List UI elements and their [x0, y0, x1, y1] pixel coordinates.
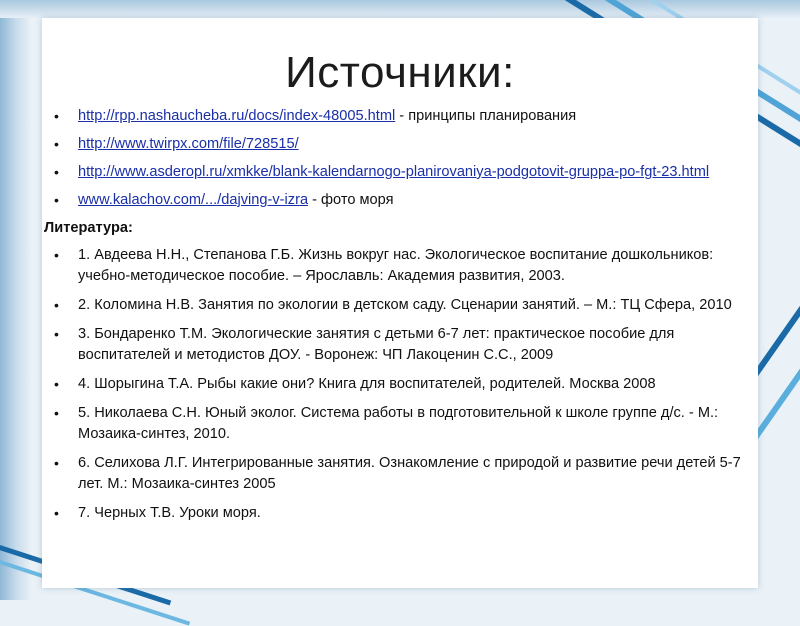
list-item: [50, 162, 760, 183]
literature-entry: 6. Селихова Л.Г. Интегрированные занятия. Ознакомление с природой и развитие речи детей 5-7 лет. М.: Мозаика-синтез 2005: [78, 455, 741, 492]
list-item: [50, 453, 760, 495]
list-item: [50, 324, 760, 366]
bullet-icon: •: [54, 164, 59, 180]
literature-entry: 4. Шорыгина Т.А. Рыбы какие они? Книга для воспитателей, родителей. Москва 2008: [78, 376, 656, 392]
literature-entry: 1. Авдеева Н.Н., Степанова Г.Б. Жизнь вокруг нас. Экологическое воспитание дошкольников: учебно-методическое пособие. – Ярославль: Академия развития, 2003.: [78, 247, 714, 284]
list-item: [50, 374, 760, 395]
slide: [42, 18, 758, 588]
bullet-icon: •: [54, 247, 59, 263]
sources-list: [50, 106, 760, 211]
bullet-icon: •: [54, 505, 59, 521]
list-item: [50, 245, 760, 287]
source-link[interactable]: http://rpp.nashaucheba.ru/docs/index-48005.html: [78, 108, 396, 124]
source-note: - фото моря: [308, 192, 394, 208]
list-item: [50, 403, 760, 445]
literature-entry: 7. Черных Т.В. Уроки моря.: [78, 505, 261, 521]
literature-entry: 3. Бондаренко Т.М. Экологические занятия с детьми 6-7 лет: практическое пособие для воспитателей и методистов ДОУ. - Воронеж: ЧП Лакоценин С.С., 2009: [78, 326, 675, 363]
list-item: [50, 190, 760, 211]
bullet-icon: •: [54, 192, 59, 208]
source-note: - принципы планирования: [395, 108, 577, 124]
bullet-icon: •: [54, 326, 59, 342]
bullet-icon: •: [54, 297, 59, 313]
list-item: [50, 295, 760, 316]
list-item: [50, 134, 760, 155]
slide-title: Источники:: [285, 48, 515, 97]
source-link[interactable]: http://www.twirpx.com/file/728515/: [78, 136, 299, 152]
list-item: [50, 106, 760, 127]
slide-content: [44, 106, 760, 532]
background-left-gradient: [0, 0, 30, 600]
literature-heading: Литература:: [44, 220, 133, 236]
bullet-icon: •: [54, 455, 59, 471]
source-link[interactable]: http://www.asderopl.ru/xmkke/blank-kalendarnogo-planirovaniya-podgotovit-gruppa-po-fgt-23.html: [78, 164, 710, 180]
bullet-icon: •: [54, 136, 59, 152]
bullet-icon: •: [54, 108, 59, 124]
list-item: [50, 503, 760, 524]
literature-list: [50, 245, 760, 524]
bullet-icon: •: [54, 376, 59, 392]
literature-entry: 2. Коломина Н.В. Занятия по экологии в детском саду. Сценарии занятий. – М.: ТЦ Сфера, 2010: [78, 297, 732, 313]
literature-entry: 5. Николаева С.Н. Юный эколог. Система работы в подготовительной к школе группе д/с. - М.: Мозаика-синтез, 2010.: [78, 405, 719, 442]
bullet-icon: •: [54, 405, 59, 421]
source-link[interactable]: www.kalachov.com/.../dajving-v-izra: [78, 192, 309, 208]
